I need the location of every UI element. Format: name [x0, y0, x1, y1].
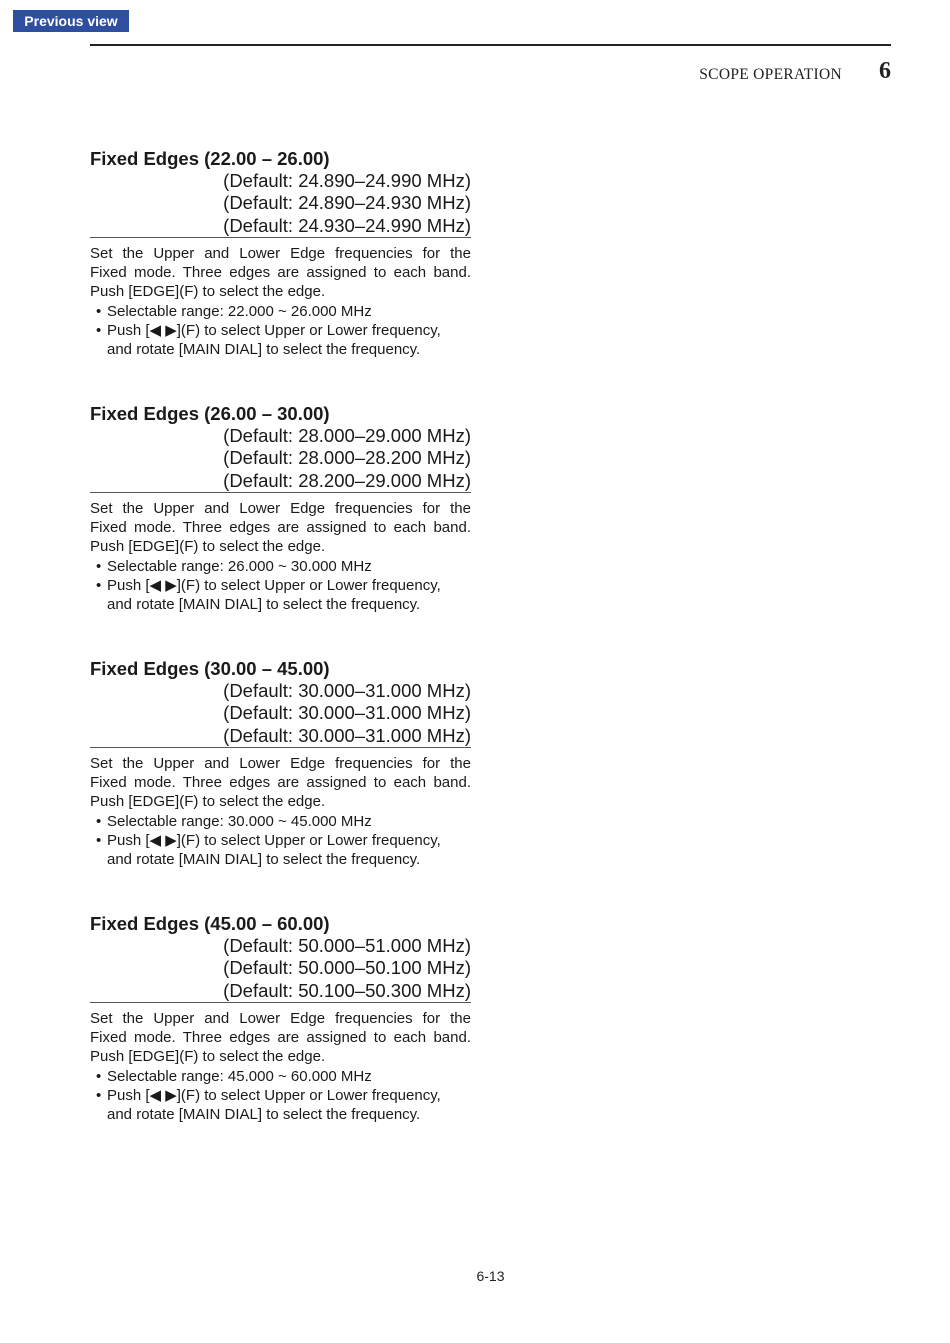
default-values: [90, 680, 471, 748]
bullet-list: [90, 302, 471, 360]
bullet-text: and rotate [MAIN DIAL] to select the frequency.: [107, 1105, 421, 1123]
description-line: Fixed mode. Three edges are assigned to each band.: [90, 1029, 471, 1047]
default-value: (Default: 28.000–29.000 MHz): [223, 425, 471, 446]
list-item: • Selectable range: 22.000 ~ 26.000 MHz: [96, 302, 372, 320]
default-value: (Default: 50.000–51.000 MHz): [223, 935, 471, 956]
list-item: • Push [◀ ▶](F) to select Upper or Lower frequency,: [96, 576, 441, 594]
bullet-list: [90, 812, 471, 870]
list-item: • Push [◀ ▶](F) to select Upper or Lower frequency,: [96, 831, 441, 849]
bullet-text: Selectable range: 30.000 ~ 45.000 MHz: [107, 812, 372, 830]
bullet-text: Push [◀ ▶](F) to select Upper or Lower frequency,: [107, 1086, 441, 1104]
default-value: (Default: 30.000–31.000 MHz): [223, 702, 471, 724]
list-item: • Push [◀ ▶](F) to select Upper or Lower frequency,: [96, 321, 441, 339]
description-line: Set the Upper and Lower Edge frequencies for the: [90, 754, 471, 772]
list-item: [90, 1105, 471, 1124]
bullet-text: Selectable range: 45.000 ~ 60.000 MHz: [107, 1067, 372, 1085]
bullet-text: Push [◀ ▶](F) to select Upper or Lower frequency,: [107, 831, 441, 849]
section-title: Fixed Edges (30.00 – 45.00): [90, 658, 330, 679]
default-value: (Default: 28.200–29.000 MHz): [223, 469, 471, 491]
list-item: • Selectable range: 30.000 ~ 45.000 MHz: [96, 812, 372, 830]
section-fixed-edges-26-30: [90, 403, 471, 614]
page-number: 6-13: [476, 1268, 505, 1284]
description-line: Push [EDGE](F) to select the edge.: [90, 538, 326, 556]
list-item: [90, 850, 471, 869]
section-title: Fixed Edges (26.00 – 30.00): [90, 403, 330, 424]
list-item: • Selectable range: 26.000 ~ 30.000 MHz: [96, 557, 372, 575]
description-line: Set the Upper and Lower Edge frequencies for the: [90, 244, 471, 262]
bullet-text: and rotate [MAIN DIAL] to select the frequency.: [107, 340, 421, 358]
description-line: Fixed mode. Three edges are assigned to each band.: [90, 774, 471, 792]
bullet-text: Push [◀ ▶](F) to select Upper or Lower frequency,: [107, 576, 441, 594]
previous-view-button[interactable]: Previous view: [13, 10, 129, 32]
list-item: [90, 340, 471, 359]
description-line: Push [EDGE](F) to select the edge.: [90, 283, 326, 301]
bullet-text: and rotate [MAIN DIAL] to select the frequency.: [107, 595, 421, 613]
header-rule: [90, 44, 891, 46]
section-fixed-edges-30-45: [90, 658, 471, 869]
default-value: (Default: 30.000–31.000 MHz): [223, 724, 471, 746]
default-value: (Default: 50.100–50.300 MHz): [223, 979, 471, 1001]
default-value: (Default: 24.890–24.930 MHz): [223, 192, 471, 214]
description-line: Push [EDGE](F) to select the edge.: [90, 1048, 326, 1066]
bullet-text: and rotate [MAIN DIAL] to select the frequency.: [107, 850, 421, 868]
bullet-list: [90, 557, 471, 615]
description-line: Push [EDGE](F) to select the edge.: [90, 793, 326, 811]
bullet-text: Selectable range: 22.000 ~ 26.000 MHz: [107, 302, 372, 320]
list-item: • Selectable range: 45.000 ~ 60.000 MHz: [96, 1067, 372, 1085]
chapter-number: 6: [879, 58, 891, 84]
default-values: [90, 170, 471, 238]
default-value: (Default: 24.930–24.990 MHz): [223, 214, 471, 236]
bullet-list: [90, 1067, 471, 1125]
section-title: Fixed Edges (45.00 – 60.00): [90, 913, 330, 934]
default-values: [90, 935, 471, 1003]
default-values: [90, 425, 471, 493]
chapter-title: SCOPE OPERATION: [699, 66, 842, 83]
description-line: Fixed mode. Three edges are assigned to each band.: [90, 519, 471, 537]
list-item: • Push [◀ ▶](F) to select Upper or Lower frequency,: [96, 1086, 441, 1104]
section-fixed-edges-22-26: [90, 148, 471, 359]
section-fixed-edges-45-60: [90, 913, 471, 1124]
default-value: (Default: 30.000–31.000 MHz): [223, 680, 471, 701]
default-value: (Default: 28.000–28.200 MHz): [223, 447, 471, 469]
bullet-text: Push [◀ ▶](F) to select Upper or Lower frequency,: [107, 321, 441, 339]
default-value: (Default: 24.890–24.990 MHz): [223, 170, 471, 191]
default-value: (Default: 50.000–50.100 MHz): [223, 957, 471, 979]
description-line: Set the Upper and Lower Edge frequencies for the: [90, 499, 471, 517]
bullet-text: Selectable range: 26.000 ~ 30.000 MHz: [107, 557, 372, 575]
section-title: Fixed Edges (22.00 – 26.00): [90, 148, 330, 169]
description-line: Set the Upper and Lower Edge frequencies for the: [90, 1009, 471, 1027]
list-item: [90, 595, 471, 614]
description-line: Fixed mode. Three edges are assigned to each band.: [90, 264, 471, 282]
